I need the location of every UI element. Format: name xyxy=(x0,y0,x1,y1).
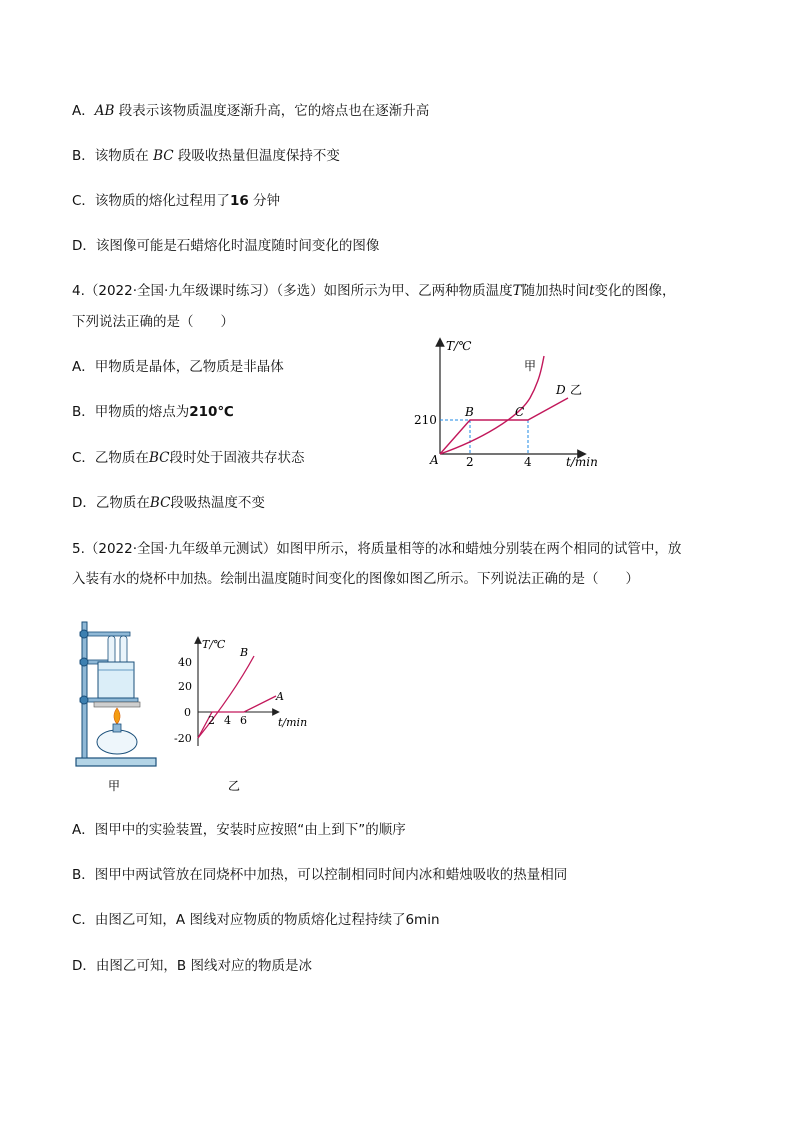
clamp-knob-mid xyxy=(80,658,88,666)
q4-figure xyxy=(410,336,610,472)
y-tick-neg20: -20 xyxy=(174,732,192,745)
series-label-jia: 甲 xyxy=(524,359,537,373)
x-tick-4: 4 xyxy=(524,455,532,469)
wire-gauze xyxy=(94,702,140,707)
var-t: t xyxy=(589,283,595,299)
var-T: T xyxy=(512,283,522,299)
point-label-b: B xyxy=(465,405,474,419)
stand-rod xyxy=(82,622,87,758)
clamp-knob-top xyxy=(80,630,88,638)
option-c-unit: 分钟 xyxy=(248,193,281,209)
q4-stem-part-a: 4.（2022·全国·九年级课时练习）（多选）如图所示为甲、乙两种物质温度 xyxy=(72,283,513,299)
point-label-d: D xyxy=(556,383,566,397)
alcohol-lamp xyxy=(97,730,137,754)
option-c-number: 16 xyxy=(229,193,249,209)
q5-option-a-text: A．图甲中的实验装置，安装时应按照“由上到下”的顺序 xyxy=(72,822,406,838)
y-tick-40: 40 xyxy=(178,656,192,669)
q4-option-c-prefix: C．乙物质在 xyxy=(72,450,149,466)
q4-stem-part-b: 随加热时间 xyxy=(521,283,590,299)
q5-stem-part-a: 5.（2022·全国·九年级单元测试）如图甲所示，将质量相等的冰和蜡烛分别装在两个相同的试管中，放 xyxy=(72,541,682,557)
option-b-text: 段吸收热量但温度保持不变 xyxy=(173,148,340,164)
clamp-knob-low xyxy=(80,696,88,704)
q4-option-d xyxy=(72,493,265,513)
q5-chart-figure xyxy=(172,634,314,794)
q5-option-d-text: D．由图乙可知，B 图线对应的物质是冰 xyxy=(72,958,312,974)
x-tick-2: 2 xyxy=(208,714,215,727)
q5-stem-line1 xyxy=(72,539,681,559)
lamp-neck xyxy=(113,724,121,732)
q4-stem-line2 xyxy=(72,312,234,332)
q4-option-b xyxy=(72,402,234,422)
option-d-text: D．该图像可能是石蜡熔化时温度随时间变化的图像 xyxy=(72,238,380,254)
q5-option-c-text: C．由图乙可知，A 图线对应物质的物质熔化过程持续了6min xyxy=(72,912,440,928)
option-b-prefix: B．该物质在 xyxy=(72,148,154,164)
option-c-text: C．该物质的熔化过程用了 xyxy=(72,193,230,209)
q4-option-b-text: B．甲物质的熔点为 xyxy=(72,404,190,420)
ring-support xyxy=(80,698,138,702)
y-tick-210: 210 xyxy=(414,413,437,427)
q4-option-a xyxy=(72,357,284,377)
q5-option-c xyxy=(72,910,440,930)
q5-option-d xyxy=(72,956,312,976)
q4-option-b-value: 210℃ xyxy=(189,404,234,420)
y-tick-0: 0 xyxy=(184,706,191,719)
flame-icon xyxy=(114,708,120,724)
fig-caption-jia: 甲 xyxy=(108,779,121,793)
x-tick-6: 6 xyxy=(240,714,247,727)
point-label-c: C xyxy=(515,405,525,419)
q4-stem-line1 xyxy=(72,281,676,301)
q3-option-a xyxy=(72,101,429,121)
var-bc: BC xyxy=(149,495,171,511)
point-label-a: A xyxy=(430,453,439,467)
q3-option-d xyxy=(72,236,379,256)
option-a-prefix: A． xyxy=(72,103,95,119)
series-label-b: B xyxy=(240,646,249,659)
q5-stem-line2 xyxy=(72,569,639,589)
var-bc: BC xyxy=(148,450,170,466)
option-a-text: 段表示该物质温度逐渐升高，它的熔点也在逐渐升高 xyxy=(114,103,430,119)
q5-apparatus-figure xyxy=(72,618,172,794)
x-tick-2: 2 xyxy=(466,455,474,469)
var-bc: BC xyxy=(153,148,174,164)
fig-caption-yi: 乙 xyxy=(228,779,241,793)
q4-option-d-text: 段吸热温度不变 xyxy=(170,495,265,511)
var-ab: AB xyxy=(94,103,115,119)
q4-option-c-text: 段时处于固液共存状态 xyxy=(169,450,305,466)
series-label-yi: 乙 xyxy=(570,383,583,397)
q5-option-a xyxy=(72,820,406,840)
q5-stem-part-b: 入装有水的烧杯中加热。绘制出温度随时间变化的图像如图乙所示。下列说法正确的是（ ） xyxy=(72,571,639,587)
q4-stem-part-c: 变化的图像， xyxy=(594,283,676,299)
x-axis-label: t/min xyxy=(566,455,598,469)
q4-option-d-prefix: D．乙物质在 xyxy=(72,495,150,511)
x-axis-label: t/min xyxy=(278,716,308,729)
y-tick-20: 20 xyxy=(178,680,192,693)
stand-base xyxy=(76,758,156,766)
beaker xyxy=(98,662,134,698)
q4-option-a-text: A．甲物质是晶体，乙物质是非晶体 xyxy=(72,359,284,375)
q4-stem-part-d: 下列说法正确的是（ ） xyxy=(72,314,234,330)
q3-option-c xyxy=(72,191,280,211)
x-tick-4: 4 xyxy=(224,714,231,727)
q5-option-b-text: B．图甲中两试管放在同烧杯中加热，可以控制相同时间内冰和蜡烛吸收的热量相同 xyxy=(72,867,568,883)
series-label-a: A xyxy=(276,690,284,703)
q4-option-c xyxy=(72,448,304,468)
q5-option-b xyxy=(72,865,567,885)
y-axis-label: T/℃ xyxy=(202,638,226,651)
curve-yi xyxy=(440,398,568,454)
y-axis-label: T/℃ xyxy=(446,339,472,353)
q3-option-b xyxy=(72,146,340,166)
